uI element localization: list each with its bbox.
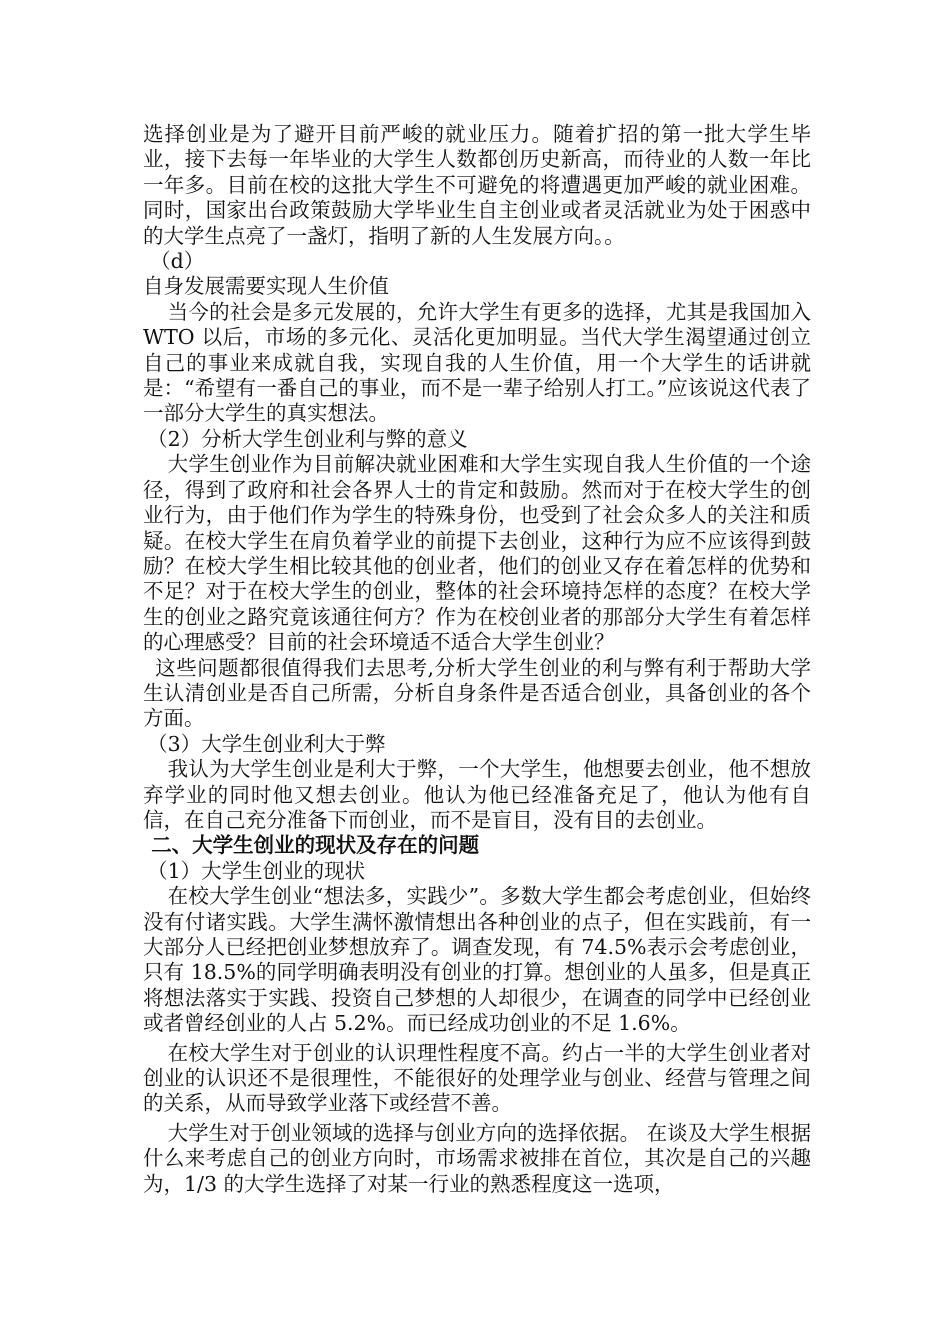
subheading-self-development: 自身发展需要实现人生价值 [143,274,389,299]
paragraph-pros-outweigh: 我认为大学生创业是利大于弊，一个大学生，他想要去创业，他不想放弃学业的同时他又想去创业。他认为他已经准备充足了，他认为他有自信，在自己充分准备下而创业，而不是盲目，没有目的去创业。 [143,757,811,832]
paragraph-significance: 大学生创业作为目前解决就业困难和大学生实现自我人生价值的一个途径，得到了政府和社会各界人士的肯定和鼓励。然而对于在校大学生的创业行为，由于他们作为学生的特殊身份，也受到了社会众多人的关注和质疑。在校大学生在肩负着学业的前提下去创业，这种行为应不应该得到鼓励？在校大学生相比较其他的创业者，他们的创业又存在着怎样的优势和不足？对于在校大学生的创业，整体的社会环境持怎样的态度？在校大学生的创业之路究竟该通往何方？作为在校创业者的那部分大学生有着怎样的心理感受？目前的社会环境适不适合大学生创业？ [143,452,811,655]
document-page [143,122,811,1197]
paragraph-direction: 大学生对于创业领域的选择与创业方向的选择依据。 在谈及大学生根据什么来考虑自己的创业方向时，市场需求被排在首位，其次是自己的兴趣为，1/3 的大学生选择了对某一行业的熟悉程度这一选项， [143,1120,811,1196]
section-heading-2: （2）分析大学生创业利与弊的意义 [147,426,468,451]
paragraph-self-development: 当今的社会是多元发展的，允许大学生有更多的选择，尤其是我国加入 WTO 以后，市场的多元化、灵活化更加明显。当代大学生渴望通过创立自己的事业来成就自我，实现自我的人生价值，用一个大学生的话讲就是：“希望有一番自己的事业，而不是一辈子给别人打工。”应该说这代表了一部分大学生的真实想法。 [143,299,811,426]
paragraph-status: 在校大学生创业“想法多，实践少”。多数大学生都会考虑创业，但始终没有付诸实践。大学生满怀激情想出各种创业的点子，但在实践前，有一大部分人已经把创业梦想放弃了。调查发现，有 74.5%表示会考虑创业，只有 18.5%的同学明确表明没有创业的打算。想创业的人虽多，但是真正将想法落实于实践、投资自己梦想的人却很少，在调查的同学中已经创业或者曾经创业的人占 5.2%。而已经成功创业的不足 1.6%。 [143,884,811,1036]
section-heading-status: （1）大学生创业的现状 [147,858,366,883]
section-heading-3: （3）大学生创业利大于弊 [147,731,386,756]
paragraph-questions: 这些问题都很值得我们去思考,分析大学生创业的利与弊有利于帮助大学生认清创业是否自己所需，分析自身条件是否适合创业，具备创业的各个方面。 [143,655,811,731]
chapter-heading-2: 二、大学生创业的现状及存在的问题 [151,833,480,858]
item-marker-d: （d） [150,249,205,274]
paragraph-employment-pressure: 选择创业是为了避开目前严峻的就业压力。随着扩招的第一批大学生毕业，接下去每一年毕业的大学生人数都创历史新高，而待业的人数一年比一年多。目前在校的这批大学生不可避免的将遭遇更加严峻的就业困难。同时，国家出台政策鼓励大学毕业生自主创业或者灵活就业为处于困惑中的大学生点亮了一盏灯，指明了新的人生发展方向。。 [143,122,811,248]
paragraph-rationality: 在校大学生对于创业的认识理性程度不高。约占一半的大学生创业者对创业的认识还不是很理性，不能很好的处理学业与创业、经营与管理之间的关系，从而导致学业落下或经营不善。 [143,1040,811,1116]
